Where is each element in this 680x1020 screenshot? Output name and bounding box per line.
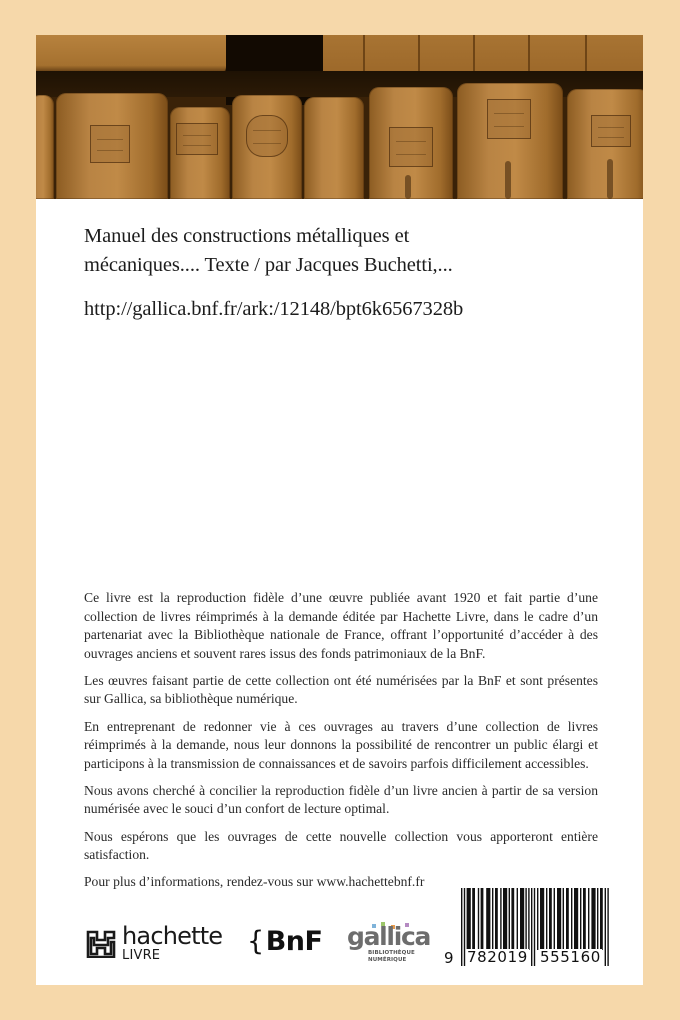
gallica-subtitle: BIBLIOTHÈQUE NUMÉRIQUE xyxy=(368,950,415,963)
bnf-logo xyxy=(247,927,322,957)
book-spine xyxy=(36,95,54,199)
book-spine xyxy=(369,87,453,199)
book-spine xyxy=(232,95,302,199)
header-photo-book-spines xyxy=(36,35,643,199)
book-spine xyxy=(170,107,230,199)
book-spine xyxy=(304,97,364,199)
hachette-h-mark-icon xyxy=(86,928,116,958)
hachette-word: hachette xyxy=(122,922,223,950)
photo-shelf-top-left xyxy=(36,35,226,73)
book-title xyxy=(84,222,604,280)
barcode-right-digits: 555160 xyxy=(540,948,601,966)
barcode-lead-digit: 9 xyxy=(444,949,454,967)
book-title-line2: mécaniques.... Texte / par Jacques Buchetti,... xyxy=(84,254,453,276)
isbn-barcode xyxy=(444,888,614,970)
book-title-line1: Manuel des constructions métalliques et xyxy=(84,225,410,247)
book-spine xyxy=(457,83,563,199)
gallica-word: gallica xyxy=(347,922,431,951)
book-spine xyxy=(567,89,643,199)
paragraph-more-info: Pour plus d’informations, rendez-vous sur www.hachettebnf.fr xyxy=(84,874,425,890)
gallica-url: http://gallica.bnf.fr/ark:/12148/bpt6k6567328b xyxy=(84,298,464,320)
book-spine xyxy=(56,93,168,199)
bnf-word: BnF xyxy=(265,926,323,957)
paragraph-mission: En entreprenant de redonner vie à ces ouvrages au travers d’une collection de livres réimprimés à la demande, nous leur donnons la possibilité de rencontrer un public élargi et participons à la transmission de connaissances et de savoirs parfois difficilement accessibles. xyxy=(84,718,598,771)
barcode-left-digits: 782019 xyxy=(467,948,528,966)
hachette-livre-logo xyxy=(86,921,222,965)
paragraph-gallica: Les œuvres faisant partie de cette collection ont été numérisées par la BnF et sont présentes sur Gallica, sa bibliothèque numérique. xyxy=(84,672,598,707)
bnf-brace-icon: { xyxy=(247,926,264,957)
collection-description xyxy=(84,589,598,900)
gallica-logo xyxy=(346,919,431,967)
paragraph-reproduction: Ce livre est la reproduction fidèle d’une œuvre publiée avant 1920 et fait partie d’une collection de livres réimprimés à la demande éditée par Hachette Livre, dans le cadre d’un partenariat avec la Bibliothèque nationale de France, offrant l’opportunité d’accéder à des ouvrages anciens et souvent rares issus des fonds patrimoniaux de la BnF. xyxy=(84,590,598,661)
paragraph-satisfaction: Nous espérons que les ouvrages de cette nouvelle collection vous apporteront entière satisfaction. xyxy=(84,828,598,863)
paragraph-reading-comfort: Nous avons cherché à concilier la reproduction fidèle d’un livre ancien à partir de sa version numérisée avec le souci d’un confort de lecture optimal. xyxy=(84,782,598,817)
back-cover-panel xyxy=(36,35,643,985)
livre-word: LIVRE xyxy=(122,948,161,963)
